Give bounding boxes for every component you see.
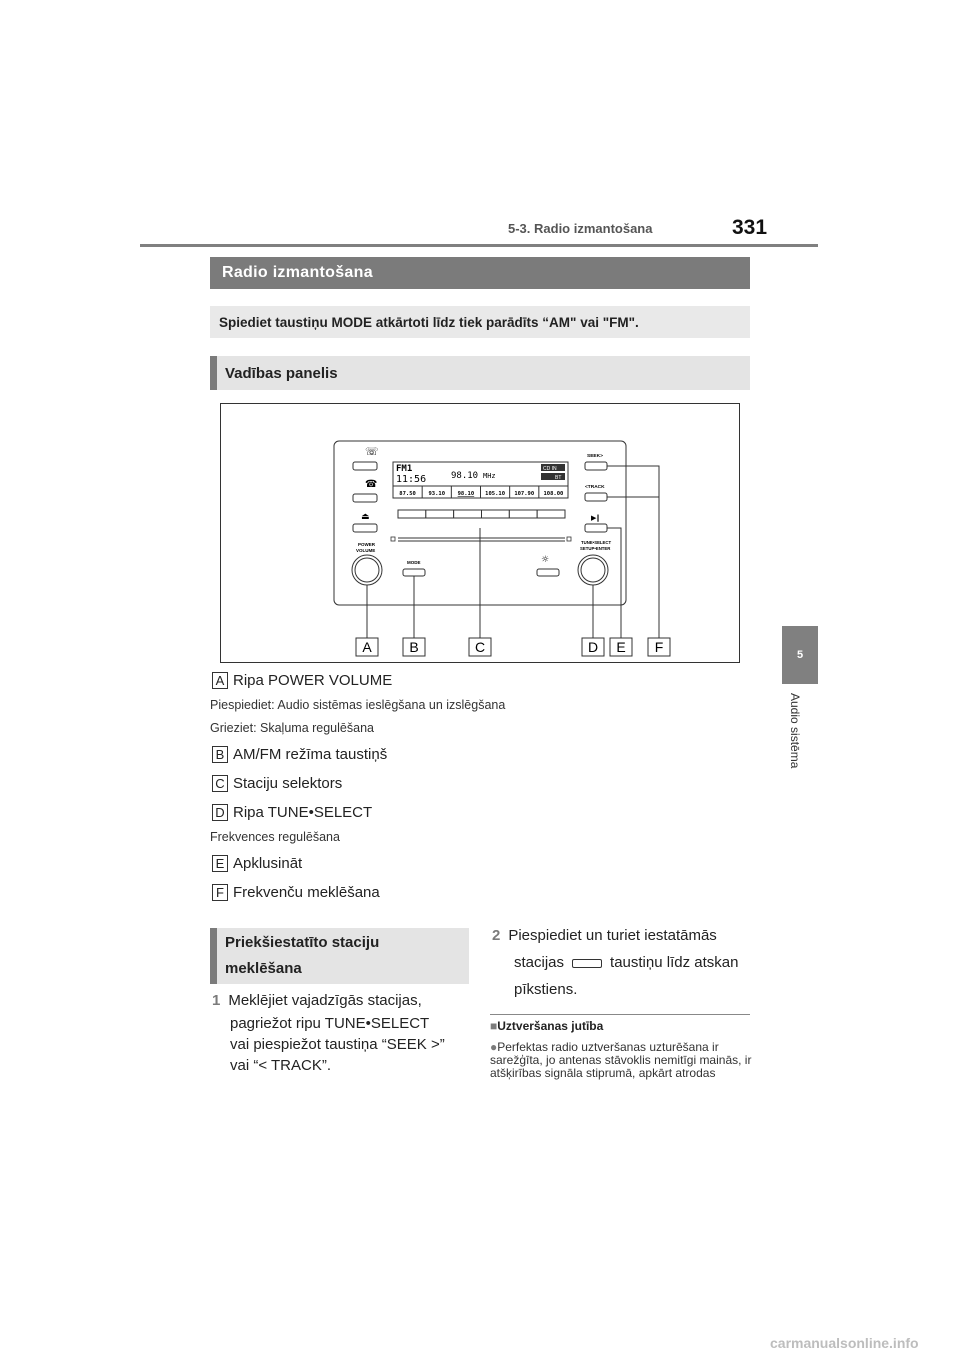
circle-bullet-icon: ●	[490, 1040, 498, 1054]
letter-e: E	[212, 855, 228, 872]
letter-a: A	[212, 672, 228, 689]
callout-f: F	[654, 639, 664, 655]
callout-a: A	[362, 639, 372, 655]
item-f-text: Frekvenču meklēšana	[233, 884, 380, 901]
display-cd-in: CD IN	[543, 466, 557, 472]
item-c-text: Staciju selektors	[233, 775, 343, 792]
seek-label: SEEK>	[587, 454, 603, 459]
item-d-text: Ripa TUNE•SELECT	[233, 804, 373, 821]
step-2-line-3: pīkstiens.	[514, 981, 578, 998]
letter-f: F	[212, 884, 228, 901]
item-a	[212, 672, 392, 689]
callout-b: B	[409, 639, 419, 655]
eject-icon: ⏏	[361, 512, 370, 522]
preset-6: 108.00	[543, 491, 564, 497]
item-a-text: Ripa POWER VOLUME	[233, 672, 393, 689]
letter-b: B	[212, 746, 228, 763]
volume-label: VOLUME	[356, 548, 376, 553]
intro-text: Spiediet taustiņu MODE atkārtoti līdz tiek parādīts “AM" vai "FM".	[210, 306, 750, 338]
page-title-bar: Radio izmantošana	[210, 257, 750, 289]
item-f	[212, 884, 380, 901]
display-frequency: 98.10	[451, 471, 479, 481]
station-key-2[interactable]	[426, 510, 454, 518]
station-key-5[interactable]	[509, 510, 537, 518]
mode-label: MODE	[407, 560, 421, 565]
letter-d: D	[212, 804, 228, 821]
preset-1: 87.50	[399, 491, 416, 497]
step-2-line-2b: taustiņu līdz atskan	[610, 954, 739, 971]
step-1-line-1: Meklējiet vajadzīgās stacijas,	[228, 992, 422, 1009]
item-d	[212, 804, 372, 821]
step-2-line-1: Piespiediet un turiet iestatāmās	[508, 927, 717, 944]
chapter-title: Audio sistēma	[788, 693, 802, 769]
step-1-line-2: pagriežot ripu TUNE•SELECT	[230, 1015, 430, 1032]
step-2-number: 2	[492, 927, 501, 944]
track-label: <TRACK	[585, 485, 605, 490]
station-key-1[interactable]	[398, 510, 426, 518]
preset-5: 107.90	[514, 491, 535, 497]
preset-2: 93.10	[428, 491, 446, 497]
step-1-line-4: vai “< TRACK”.	[230, 1057, 331, 1074]
preset-heading	[210, 928, 469, 984]
radio-panel-illustration	[221, 404, 739, 662]
page-number: 331	[732, 216, 768, 239]
preset-3: 98.10	[457, 491, 475, 497]
preset-heading-line-2: meklēšana	[225, 960, 302, 977]
item-e	[212, 855, 302, 872]
item-d-sub-1: Frekvences regulēšana	[210, 830, 340, 844]
tune-label: TUNE•SELECT	[581, 540, 612, 545]
letter-c: C	[212, 775, 228, 792]
display-time: 11:56	[396, 474, 427, 485]
radio-panel-figure	[220, 403, 740, 663]
header-rule	[140, 244, 818, 247]
preset-4: 105.10	[485, 491, 506, 497]
step-1	[212, 988, 445, 1076]
note-heading: ■Uztveršanas jutība	[490, 1019, 604, 1033]
brightness-icon: ☼	[541, 555, 550, 565]
item-b-text: AM/FM režīma taustiņš	[233, 746, 388, 763]
callout-d: D	[587, 639, 599, 655]
display-band: FM1	[396, 464, 413, 474]
step-1-line-3: vai piespiežot taustiņa “SEEK >”	[230, 1036, 445, 1053]
power-label: POWER	[358, 542, 376, 547]
play-pause-icon: ▶‖	[591, 514, 600, 522]
callout-labels	[356, 638, 670, 656]
hangup-icon: ☎	[365, 479, 378, 490]
callout-e: E	[616, 639, 626, 655]
item-a-sub-1: Piespiediet: Audio sistēmas ieslēgšana un izslēgšana	[210, 698, 506, 712]
callout-c: C	[474, 639, 486, 655]
station-selector	[398, 510, 565, 518]
station-key-3[interactable]	[454, 510, 482, 518]
note-divider	[490, 1014, 750, 1015]
preset-heading-line-1: Priekšiestatīto staciju	[225, 934, 380, 951]
control-panel-heading: Vadības panelis	[210, 356, 750, 390]
station-key-4[interactable]	[482, 510, 510, 518]
chapter-tab[interactable]: 5	[782, 626, 818, 684]
item-c	[212, 775, 342, 792]
step-2	[492, 922, 738, 1003]
item-a-sub-2: Grieziet: Skaļuma regulēšana	[210, 721, 374, 735]
setup-label: SETUP•ENTER	[580, 546, 611, 551]
display-unit: MHz	[483, 472, 496, 480]
phone-icon: ☏	[365, 445, 379, 458]
item-e-text: Apklusināt	[233, 855, 303, 872]
note-body: ●Perfektas radio uztveršanas uzturēšana ir sarežģīta, jo antenas stāvoklis nemitīgi mainās, ir atšķirības signāla stiprumā, apkārt atrodas	[490, 1040, 752, 1080]
station-key-6[interactable]	[537, 510, 565, 518]
watermark: carmanualsonline.info	[770, 1335, 919, 1351]
section-title: 5-3. Radio izmantošana	[508, 221, 653, 236]
step-2-line-2a: stacijas	[514, 954, 565, 971]
item-b	[212, 746, 387, 763]
preset-key-icon	[572, 959, 602, 968]
display-bt: BT	[555, 475, 562, 481]
square-bullet-icon: ■	[490, 1019, 498, 1033]
step-1-number: 1	[212, 992, 221, 1009]
